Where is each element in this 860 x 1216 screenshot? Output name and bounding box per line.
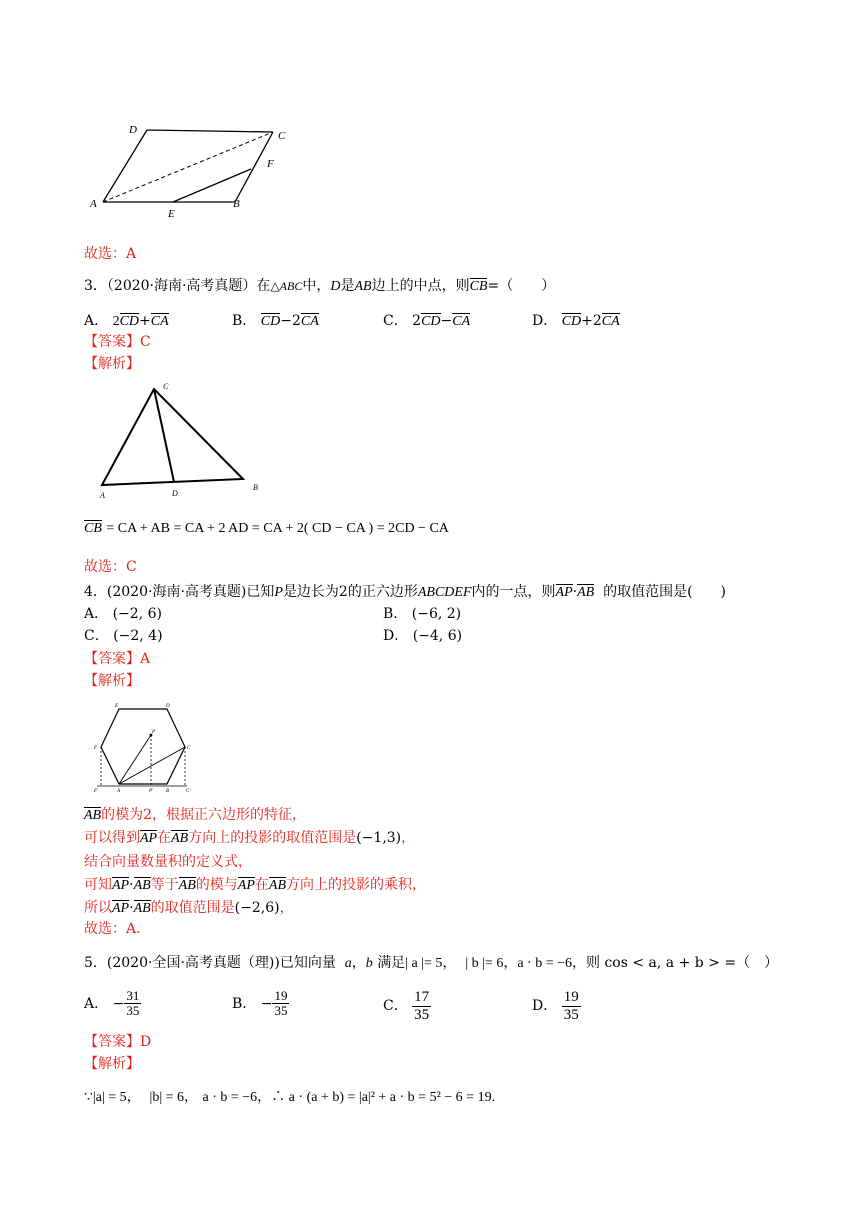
- q3-option-a: A． 2CD+CA: [84, 313, 169, 329]
- q5-option-c: C． $\frac{17}{35}$: [383, 989, 430, 1023]
- fig2-label-a: A: [100, 491, 105, 500]
- q4-line-4: 可知AP·AB等于AB的模与AP在AB方向上的投影的乘积，: [84, 877, 426, 893]
- q5-analysis-tag: 【解析】: [84, 1056, 140, 1072]
- q4-answer-tag: 【答案】A: [84, 651, 151, 667]
- q3-stem: 3．（2020·海南·高考真题）在△ABC中，D是AB边上的中点，则CB=（ ）: [84, 278, 556, 294]
- fig3-label-a: A: [117, 789, 121, 794]
- q4-option-d: D． (−4, 6): [383, 628, 463, 644]
- fig1-label-e: E: [168, 208, 175, 220]
- triangle-figure: [95, 380, 270, 505]
- q4-line-3: 结合向量数量积的定义式，: [84, 854, 252, 870]
- fig3-label-c-prime: C′: [186, 789, 191, 794]
- fig3-label-p-prime: P′: [149, 789, 154, 794]
- fig3-label-d: D: [166, 704, 170, 709]
- q4-stem: 4．(2020·海南·高考真题)已知P是边长为2的正六边形ABCDEF内的一点，则AP·AB 的取值范围是( ): [84, 584, 727, 600]
- fig3-label-f-prime: F′: [94, 789, 99, 794]
- q4-analysis-tag: 【解析】: [84, 673, 140, 689]
- fig2-label-b: B: [253, 483, 258, 492]
- q3-option-c: C． 2CD−CA: [383, 313, 471, 329]
- q3-derivation: CB = CA + AB = CA + 2 AD = CA + 2( CD − CA ) = 2CD − CA: [84, 521, 449, 536]
- fig1-label-b: B: [233, 198, 240, 210]
- hexagon-figure: [86, 700, 196, 798]
- fig3-label-f: F: [94, 746, 98, 751]
- q4-option-c: C． (−2, 4): [84, 628, 163, 644]
- q3-final-answer: 故选：C: [84, 559, 137, 575]
- fig3-label-c: C: [187, 746, 191, 751]
- q5-option-b: B． − $\frac{19}{35}$: [232, 988, 288, 1019]
- fig1-label-a: A: [90, 198, 97, 210]
- fig1-label-d: D: [129, 124, 137, 136]
- q3-answer-tag: 【答案】C: [84, 334, 151, 350]
- fig3-label-p: P: [152, 730, 156, 735]
- q5-option-d: D． $\frac{19}{35}$: [532, 989, 579, 1023]
- q4-line-2: 可以得到AP在AB方向上的投影的取值范围是(−1,3)，: [84, 830, 416, 846]
- q2-final-answer: 故选：A: [84, 246, 137, 262]
- fig3-label-b: B: [166, 789, 170, 794]
- fig2-label-d: D: [172, 489, 178, 498]
- q4-option-a: A． (−2, 6): [84, 606, 162, 622]
- q5-option-a: A． − $\frac{31}{35}$: [84, 988, 140, 1019]
- q3-analysis-tag: 【解析】: [84, 356, 140, 372]
- q4-line-1: AB的模为2，根据正六边形的特征，: [84, 807, 307, 823]
- fig1-label-f: F: [267, 158, 274, 170]
- q5-answer-tag: 【答案】D: [84, 1034, 152, 1050]
- parallelogram-figure: [85, 118, 315, 228]
- q3-option-b: B． CD−2CA: [232, 313, 319, 329]
- fig1-label-c: C: [278, 130, 286, 142]
- q4-option-b: B． (−6, 2): [383, 606, 462, 622]
- q5-solution: ∵|a| = 5， |b| = 6， a · b = −6，∴ a · (a + b) = |a|² + a · b = 5² − 6 = 19.: [84, 1089, 496, 1105]
- q3-option-d: D． CD+2CA: [532, 313, 620, 329]
- q4-final-answer: 故选：A.: [84, 921, 141, 937]
- fig2-label-c: C: [163, 382, 169, 391]
- fig3-label-e: E: [115, 704, 119, 709]
- q5-stem: 5．(2020·全国·高考真题（理))已知向量 a，b 满足| a |= 5， | b |= 6，a · b = −6，则 cos < a, a + b > =（ ）: [84, 955, 779, 971]
- q4-line-5: 所以AP·AB的取值范围是(−2,6)，: [84, 900, 294, 916]
